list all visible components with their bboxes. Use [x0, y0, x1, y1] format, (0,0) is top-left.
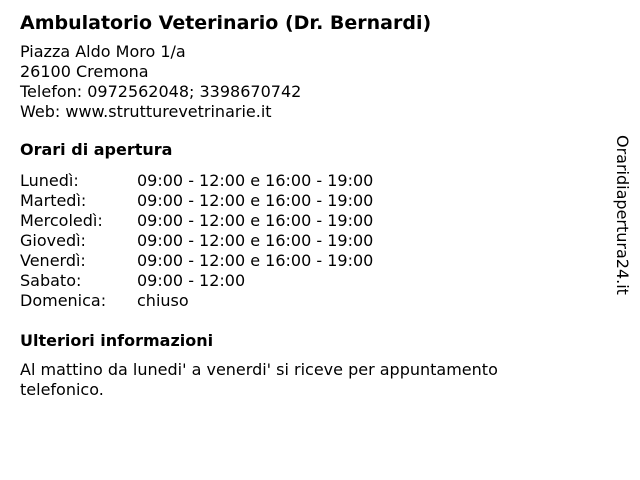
listing-card [20, 10, 580, 400]
hours-row-thursday [20, 231, 580, 251]
time-range: 09:00 - 12:00 e 16:00 - 19:00 [137, 171, 374, 190]
day-label: Sabato: [20, 271, 82, 290]
street-address: Piazza Aldo Moro 1/a [20, 42, 186, 61]
day-label: Domenica: [20, 291, 107, 310]
time-range: 09:00 - 12:00 e 16:00 - 19:00 [137, 231, 374, 250]
hours-row-sunday [20, 291, 580, 311]
time-range: 09:00 - 12:00 e 16:00 - 19:00 [137, 191, 374, 210]
hours-row-tuesday [20, 191, 580, 211]
hours-row-saturday [20, 271, 580, 291]
city-address: 26100 Cremona [20, 62, 149, 81]
hours-heading: Orari di apertura [20, 140, 173, 159]
info-text: Al mattino da lunedi' a venerdi' si riceve per appuntamento telefonico. [20, 360, 498, 399]
day-label: Venerdì: [20, 251, 86, 270]
hours-row-monday [20, 171, 580, 191]
site-watermark: Oraridiapertura24.it [613, 135, 632, 295]
day-label: Lunedì: [20, 171, 79, 190]
day-label: Martedì: [20, 191, 87, 210]
day-label: Mercoledì: [20, 211, 103, 230]
hours-row-friday [20, 251, 580, 271]
address-block [20, 42, 580, 122]
time-range: 09:00 - 12:00 [137, 271, 246, 290]
time-range: chiuso [137, 291, 189, 310]
time-range: 09:00 - 12:00 e 16:00 - 19:00 [137, 251, 374, 270]
time-range: 09:00 - 12:00 e 16:00 - 19:00 [137, 211, 374, 230]
hours-row-wednesday [20, 211, 580, 231]
page-title: Ambulatorio Veterinario (Dr. Bernardi) [20, 12, 432, 34]
phone-numbers: Telefon: 0972562048; 3398670742 [20, 82, 302, 101]
info-heading: Ulteriori informazioni [20, 331, 214, 350]
website-link[interactable]: Web: www.strutturevetrinarie.it [20, 102, 272, 121]
day-label: Giovedì: [20, 231, 86, 250]
opening-hours-table [20, 171, 580, 311]
